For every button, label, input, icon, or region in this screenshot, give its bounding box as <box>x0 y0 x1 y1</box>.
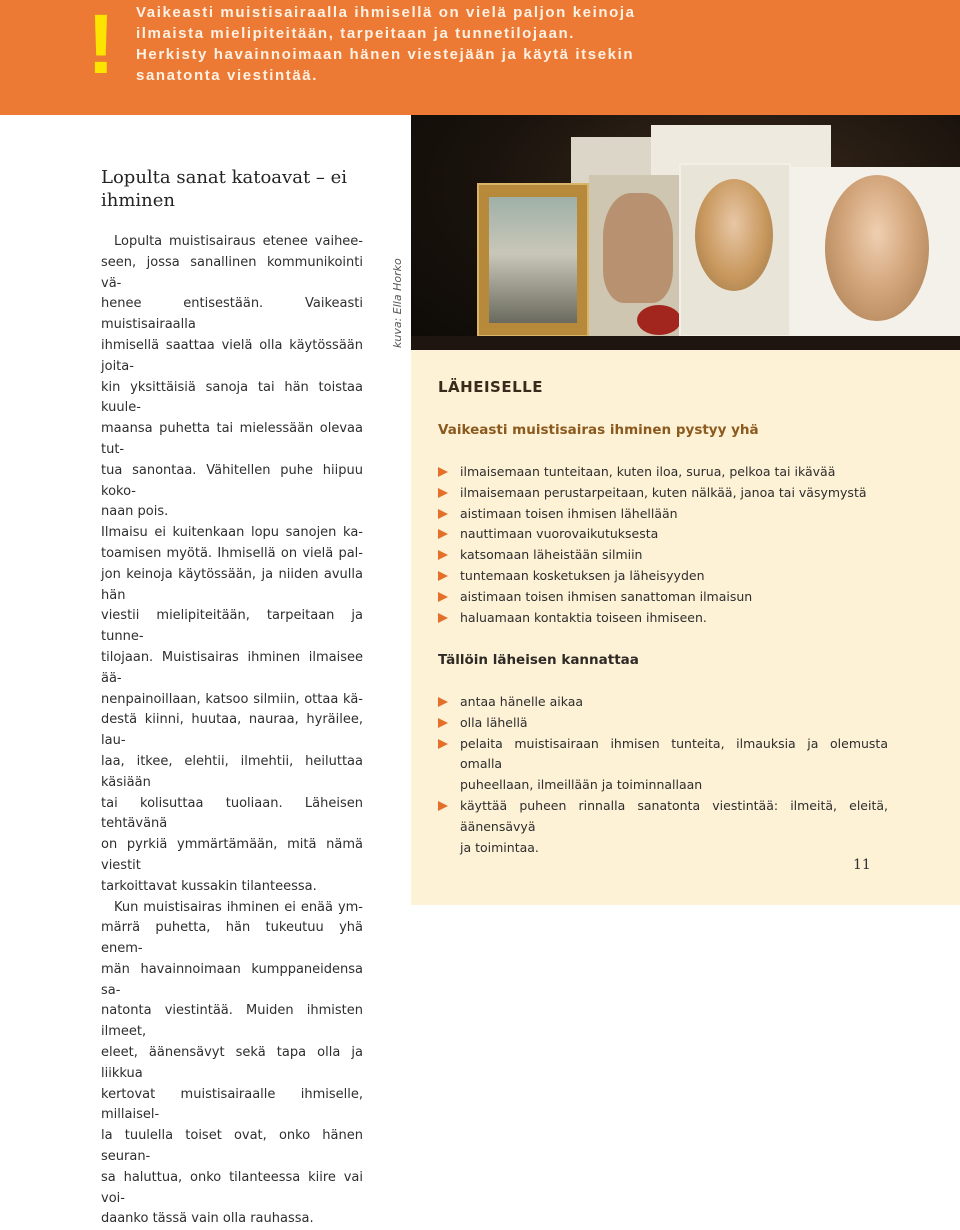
body-line: maansa puhetta tai mielessään olevaa tut- <box>101 421 363 457</box>
banner-text <box>136 2 936 86</box>
banner-line: Herkisty havainnoimaan hänen viestejään ja käytä itsekin <box>136 46 635 63</box>
banner-line: sanatonta viestintää. <box>136 67 318 84</box>
body-line: on pyrkiä ymmärtämään, mitä nämä viestit <box>101 837 363 873</box>
body-line: natonta viestintää. Muiden ihmisten ilmeet, <box>101 1003 363 1040</box>
triangle-bullet-icon <box>438 697 448 707</box>
body-line: eleet, äänensävyt sekä tapa olla ja liikkua <box>101 1045 363 1081</box>
list-item: olla lähellä <box>438 713 888 734</box>
body-line: tai kolisuttaa tuoliaan. Läheisen tehtävänä <box>101 795 363 832</box>
body-line: toamisen myötä. Ihmisellä on vielä pal- <box>101 545 363 561</box>
panel-subtitle-2: Tällöin läheisen kannattaa <box>438 652 639 668</box>
body-line: kertovat muistisairaalle ihmiselle, millaisel- <box>101 1086 363 1123</box>
list-item: aistimaan toisen ihmisen lähellään <box>438 504 888 525</box>
family-photos-image <box>411 115 960 350</box>
body-line: viestii mielipiteitään, tarpeitaan ja tunne- <box>101 608 363 645</box>
wedding-photo-frame <box>477 183 589 337</box>
body-line: laa, itkee, elehtii, ilmehtii, heiluttaa käsiään <box>101 753 363 790</box>
article-body <box>101 232 363 1230</box>
article-heading <box>101 166 391 212</box>
body-line: henee entisestään. Vaikeasti muistisairaalla <box>101 296 363 333</box>
heading-line: Lopulta sanat katoavat – ei <box>101 167 348 188</box>
body-line: Lopulta muistisairaus etenee vaihee- <box>114 234 363 249</box>
triangle-bullet-icon <box>438 467 448 477</box>
list-item: käyttää puheen rinnalla sanatonta viestintää: ilmeitä, eleitä, äänensävyä ja toimintaa. <box>438 796 888 858</box>
child-photo-frame <box>679 163 791 337</box>
triangle-bullet-icon <box>438 571 448 581</box>
body-line: naan pois. <box>101 504 169 520</box>
body-line: daanko tässä vain olla rauhassa. <box>101 1211 314 1227</box>
portrait-man <box>603 193 673 303</box>
body-line: la tuulella toiset ovat, onko hänen seuran- <box>101 1128 363 1165</box>
abilities-list <box>438 462 888 628</box>
triangle-bullet-icon <box>438 801 448 811</box>
triangle-bullet-icon <box>438 592 448 602</box>
triangle-bullet-icon <box>438 488 448 498</box>
wedding-photo <box>489 197 577 323</box>
list-item: antaa hänelle aikaa <box>438 692 888 713</box>
body-line: märrä puhetta, hän tukeutuu yhä enem- <box>101 920 363 957</box>
advice-list <box>438 692 888 858</box>
shelf <box>411 336 960 350</box>
body-line: tilojaan. Muistisairas ihminen ilmaisee ää- <box>101 649 363 686</box>
page-number: 11 <box>853 857 871 873</box>
woman-photo <box>825 175 929 321</box>
child-photo <box>695 179 773 291</box>
list-item: ilmaisemaan perustarpeitaan, kuten nälkää, janoa tai väsymystä <box>438 483 888 504</box>
triangle-bullet-icon <box>438 613 448 623</box>
list-item: pelaita muistisairaan ihmisen tunteita, ilmauksia ja olemusta omalla puheellaan, ilmeillään ja toiminnallaan <box>438 734 888 796</box>
body-line: tarkoittavat kussakin tilanteessa. <box>101 878 317 894</box>
body-line: Kun muistisairas ihminen ei enää ym- <box>114 899 363 915</box>
woman-photo-card <box>791 167 960 337</box>
panel-title: LÄHEISELLE <box>438 378 543 396</box>
list-item: haluamaan kontaktia toiseen ihmiseen. <box>438 608 888 629</box>
triangle-bullet-icon <box>438 509 448 519</box>
triangle-bullet-icon <box>438 739 448 749</box>
list-item: tuntemaan kosketuksen ja läheisyyden <box>438 566 888 587</box>
body-line: sa haluttua, onko tilanteessa kiire vai voi- <box>101 1169 363 1206</box>
list-item: katsomaan läheistään silmiin <box>438 545 888 566</box>
triangle-bullet-icon <box>438 550 448 560</box>
body-line: jon keinoja käytössään, ja niiden avulla hän <box>101 566 363 603</box>
body-line: Ilmaisu ei kuitenkaan lopu sanojen ka- <box>101 525 363 541</box>
triangle-bullet-icon <box>438 529 448 539</box>
body-line: ihmisellä saattaa vielä olla käytössään joita- <box>101 337 363 374</box>
body-line: nenpainoillaan, katsoo silmiin, ottaa kä- <box>101 691 363 707</box>
body-line: tua sanontaa. Vähitellen puhe hiipuu koko- <box>101 462 363 499</box>
banner-line: ilmaista mielipiteitään, tarpeitaan ja tunnetilojaan. <box>136 25 576 42</box>
exclamation-icon: ! <box>87 0 115 91</box>
body-line: destä kiinni, huutaa, nauraa, hyräilee, lau- <box>101 712 363 749</box>
tip-banner <box>0 0 960 115</box>
panel-subtitle-1: Vaikeasti muistisairas ihminen pystyy yhä <box>438 422 759 438</box>
body-line: kin yksittäisiä sanoja tai hän toistaa kuule- <box>101 379 363 416</box>
photo-credit: kuva: Ella Horko <box>391 258 404 348</box>
list-item: ilmaisemaan tunteitaan, kuten iloa, surua, pelkoa tai ikävää <box>438 462 888 483</box>
portrait-man-card <box>589 175 687 345</box>
body-line: män havainnoimaan kumppaneidensa sa- <box>101 961 363 998</box>
tips-panel <box>411 350 960 905</box>
roses <box>637 305 681 335</box>
heading-line: ihminen <box>101 190 176 211</box>
triangle-bullet-icon <box>438 718 448 728</box>
body-line: seen, jossa sanallinen kommunikointi vä- <box>101 254 363 291</box>
list-item: nauttimaan vuorovaikutuksesta <box>438 524 888 545</box>
banner-line: Vaikeasti muistisairaalla ihmisellä on vielä paljon keinoja <box>136 4 636 21</box>
list-item: aistimaan toisen ihmisen sanattoman ilmaisun <box>438 587 888 608</box>
